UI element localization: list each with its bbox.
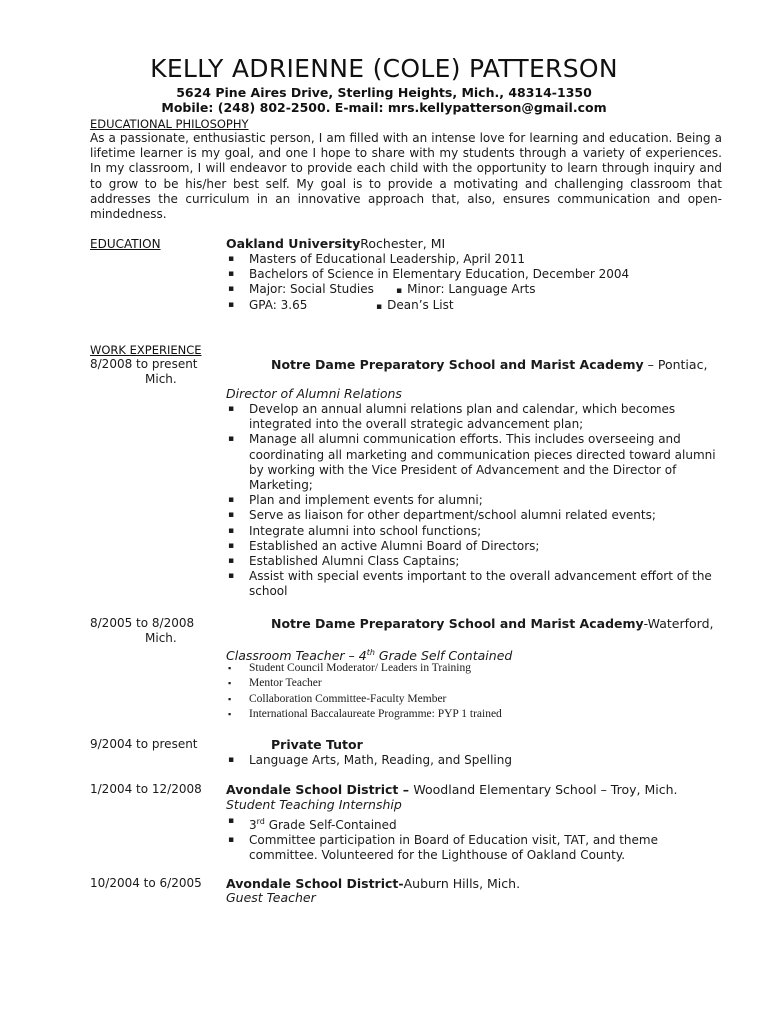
list-item: ▪ 3rd Grade Self-Contained: [228, 816, 397, 832]
list-item: ▪ Mentor Teacher: [228, 677, 322, 690]
philosophy-text: As a passionate, enthusiastic person, I am filled with an intense love for learning and education. Being a lifetime learner is my goal, and one I hope to share with my students through a variety of experiences. In my classroom, I will endeavor to provide each child with the opportunity to learn through inquiry and to grow to be his/her best self. My goal is to provide a motivating and challenging classroom that addresses the curriculum in an innovative approach that, also, ensures communication and open-mindedness.: [90, 131, 722, 222]
contact-line: Mobile: (248) 802-2500. E-mail: mrs.kellypatterson@gmail.com: [161, 100, 607, 115]
list-item: ▪ Collaboration Committee-Faculty Member: [228, 692, 447, 705]
list-item: ▪ Language Arts, Math, Reading, and Spelling: [228, 753, 512, 767]
school-location: Rochester, MI: [360, 236, 446, 251]
job-title: Director of Alumni Relations: [226, 386, 402, 401]
job-employer: Avondale School District-Auburn Hills, Mich.: [226, 876, 521, 891]
list-item: ▪ GPA: 3.65 ▪ Dean’s List: [228, 297, 454, 312]
job-dates: 10/2004 to 6/2005: [90, 876, 202, 890]
job-employer: Notre Dame Preparatory School and Marist Academy – Pontiac,: [271, 357, 708, 372]
job-dates: 1/2004 to 12/2008: [90, 782, 202, 796]
list-item: ▪ Student Council Moderator/ Leaders in Training: [228, 662, 471, 674]
job-title: Guest Teacher: [226, 890, 316, 905]
philosophy-label: EDUCATIONAL PHILOSOPHY: [90, 117, 249, 131]
candidate-name: KELLY ADRIENNE (COLE) PATTERSON: [150, 54, 618, 83]
list-item: ▪ Serve as liaison for other department/school alumni related events;: [228, 508, 656, 523]
education-label: EDUCATION: [90, 237, 161, 251]
list-item: ▪ Bachelors of Science in Elementary Education, December 2004: [228, 267, 630, 282]
list-item: ▪ Established Alumni Class Captains;: [228, 554, 460, 569]
list-item: ▪ Assist with special events important to the overall advancement effort of the school: [228, 569, 712, 599]
job-title: Classroom Teacher – 4th Grade Self Contained: [226, 648, 513, 664]
job-dates: 8/2008 to present Mich.: [90, 357, 198, 386]
job-employer: Private Tutor: [271, 737, 363, 752]
job-duties: [226, 814, 726, 864]
list-item: ▪ Masters of Educational Leadership, April 2011: [228, 252, 526, 266]
work-label: WORK EXPERIENCE: [90, 343, 202, 357]
job-employer: Avondale School District – Woodland Elementary School – Troy, Mich.: [226, 782, 678, 797]
job-duties: [226, 402, 726, 600]
address-line: 5624 Pine Aires Drive, Sterling Heights, Mich., 48314-1350: [176, 85, 592, 100]
education-list: [226, 252, 726, 313]
school-name: Oakland University: [226, 236, 361, 251]
education-school: [226, 236, 445, 251]
job-dates: 9/2004 to present: [90, 737, 198, 751]
list-item: ▪ Integrate alumni into school functions;: [228, 523, 482, 538]
job-title: Student Teaching Internship: [226, 797, 402, 812]
job-dates: 8/2005 to 8/2008 Mich.: [90, 616, 195, 645]
job-employer: Notre Dame Preparatory School and Marist Academy-Waterford,: [271, 616, 714, 631]
list-item: ▪ Plan and implement events for alumni;: [228, 493, 483, 508]
list-item: ▪ Major: Social Studies ▪ Minor: Language Arts: [228, 282, 536, 297]
list-item: ▪ Established an active Alumni Board of Directors;: [228, 538, 540, 553]
list-item: ▪ Committee participation in Board of Education visit, TAT, and theme committee. Volunteered for the Lighthouse of Oakland County.: [228, 833, 658, 863]
list-item: ▪ Manage all alumni communication efforts. This includes overseeing and coordinating all marketing and communication pieces directed toward alumni by working with the Vice President of Advancement and the Director of Marketing;: [228, 432, 716, 493]
job-duties: [226, 661, 726, 723]
list-item: ▪ Develop an annual alumni relations plan and calendar, which becomes integrated into the overall strategic advancement plan;: [228, 402, 676, 432]
job-duties: [226, 753, 726, 768]
list-item: ▪ International Baccalaureate Programme: PYP 1 trained: [228, 708, 502, 721]
